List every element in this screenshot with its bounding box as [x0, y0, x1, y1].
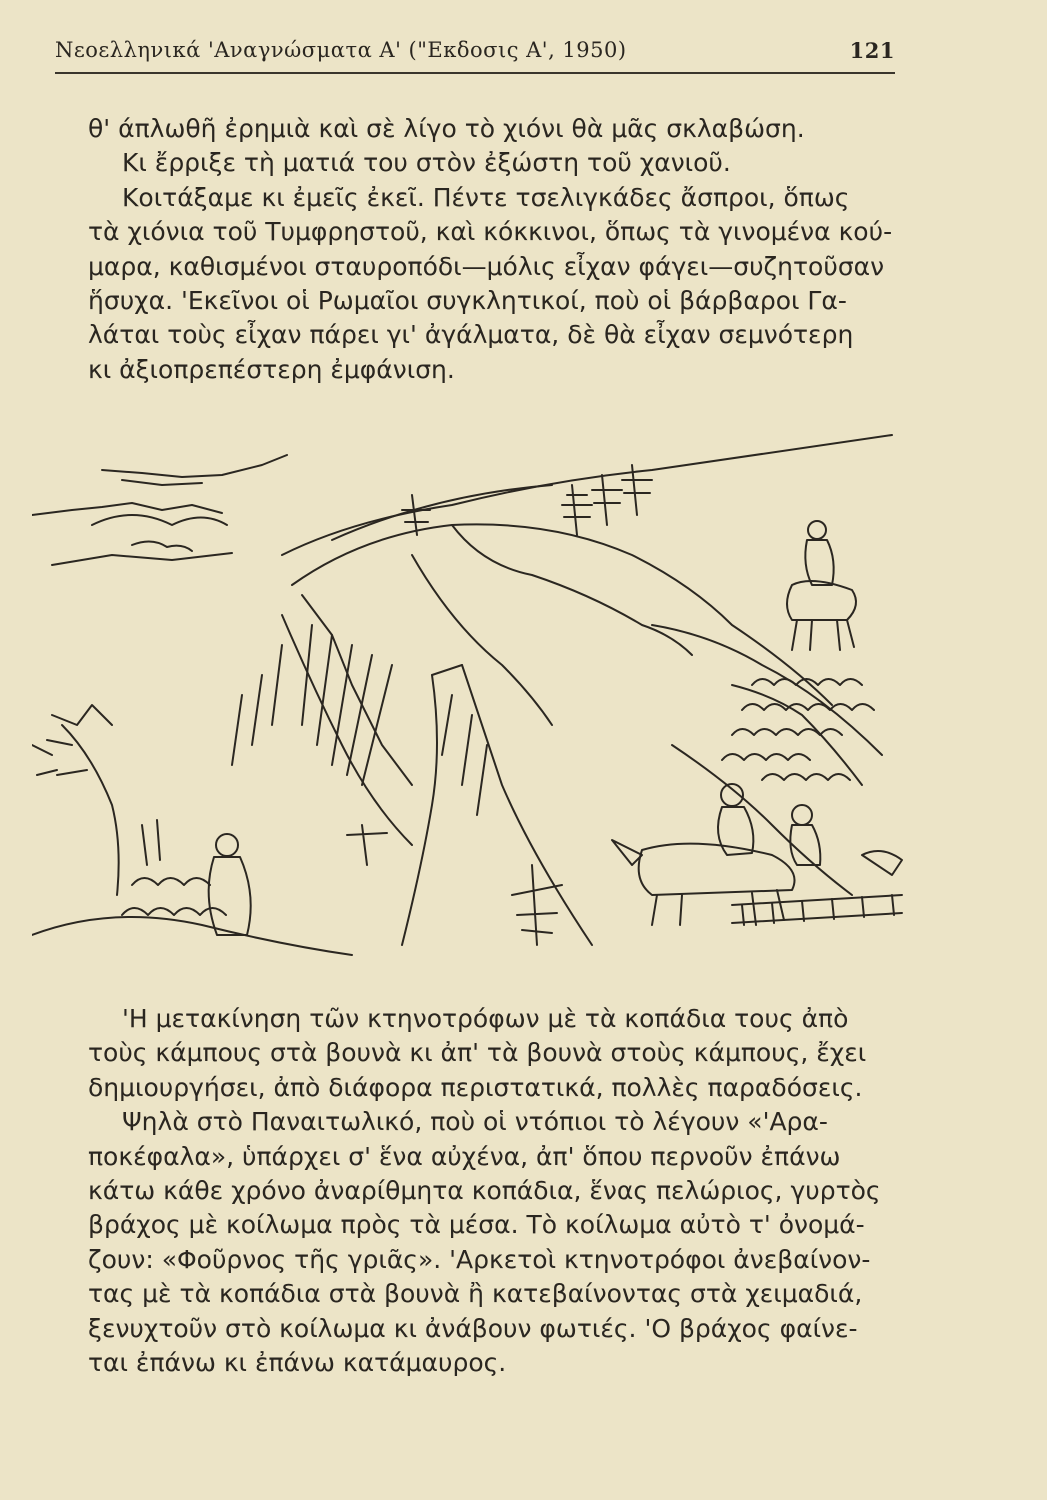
text-line: τὰ χιόνια τοῦ Τυμφρηστοῦ, καὶ κόκκινοι, ὅπως τὰ γινομένα κού-	[88, 217, 893, 247]
text-line: 'Η μετακίνηση τῶν κτηνοτρόφων μὲ τὰ κοπάδια τους ἀπὸ	[122, 1004, 849, 1033]
text-line: θ' άπλωθῆ ἐρημιὰ καὶ σὲ λίγο τὸ χιόνι θὰ μᾶς σκλαβώση.	[88, 114, 805, 143]
paragraph-bottom	[88, 1002, 898, 1380]
text-line: κάτω κάθε χρόνο ἀναρίθμητα κοπάδια, ἕνας πελώριος, γυρτὸς	[88, 1176, 881, 1206]
text-line: ται ἐπάνω κι ἐπάνω κατάμαυρος.	[88, 1348, 507, 1378]
text-line: Κι ἔρριξε τὴ ματιά του στὸν ἐξώστη τοῦ χανιοῦ.	[122, 148, 731, 178]
header-rule	[55, 72, 895, 74]
text-line: ζουν: «Φοῦρνος τῆς γριᾶς». 'Αρκετοὶ κτηνοτρόφοι ἀνεβαίνον-	[88, 1244, 871, 1274]
text-line: δημιουργήσει, ἀπὸ διάφορα περιστατικά, πολλὲς παραδόσεις.	[88, 1072, 863, 1102]
text-line: κι ἀξιοπρεπέστερη ἐμφάνιση.	[88, 354, 455, 384]
text-line: ξενυχτοῦν στὸ κοίλωμα κι ἀνάβουν φωτιές. 'Ο βράχος φαίνε-	[88, 1313, 858, 1343]
text-line: τοὺς κάμπους στὰ βουνὰ κι ἀπ' τὰ βουνὰ στοὺς κάμπους, ἔχει	[88, 1038, 867, 1068]
mountain-shepherds-illustration	[32, 425, 922, 975]
text-line: Ψηλὰ στὸ Παναιτωλικό, ποὺ οἱ ντόπιοι τὸ λέγουν «'Αρα-	[122, 1107, 828, 1137]
text-line: ποκέφαλα», ὑπάρχει σ' ἕνα αὐχένα, ἀπ' ὅπου περνοῦν ἐπάνω	[88, 1141, 841, 1171]
page-number: 121	[849, 38, 895, 63]
text-line: τας μὲ τὰ κοπάδια στὰ βουνὰ ἢ κατεβαίνοντας στὰ χειμαδιά,	[88, 1279, 863, 1309]
text-line: ἥσυχα. 'Εκεῖνοι οἱ Ρωμαῖοι συγκλητικοί, ποὺ οἱ βάρβαροι Γα-	[88, 286, 847, 316]
text-line: μαρα, καθισμένοι σταυροπόδι—μόλις εἶχαν φάγει—συζητοῦσαν	[88, 251, 885, 281]
text-line: βράχος μὲ κοίλωμα πρὸς τὰ μέσα. Τὸ κοίλωμα αὐτὸ τ' ὀνομά-	[88, 1210, 865, 1240]
running-title: Νεοελληνικά 'Αναγνώσματα Α' ("Εκδοσις Α', 1950)	[55, 38, 627, 62]
running-header	[55, 38, 895, 68]
text-line: Κοιτάξαμε κι ἐμεῖς ἐκεῖ. Πέντε τσελιγκάδες ἄσπροι, ὅπως	[122, 182, 850, 212]
paragraph-top	[88, 112, 898, 387]
text-line: λάται τοὺς εἶχαν πάρει γι' ἀγάλματα, δὲ θὰ εἶχαν σεμνότερη	[88, 320, 854, 350]
